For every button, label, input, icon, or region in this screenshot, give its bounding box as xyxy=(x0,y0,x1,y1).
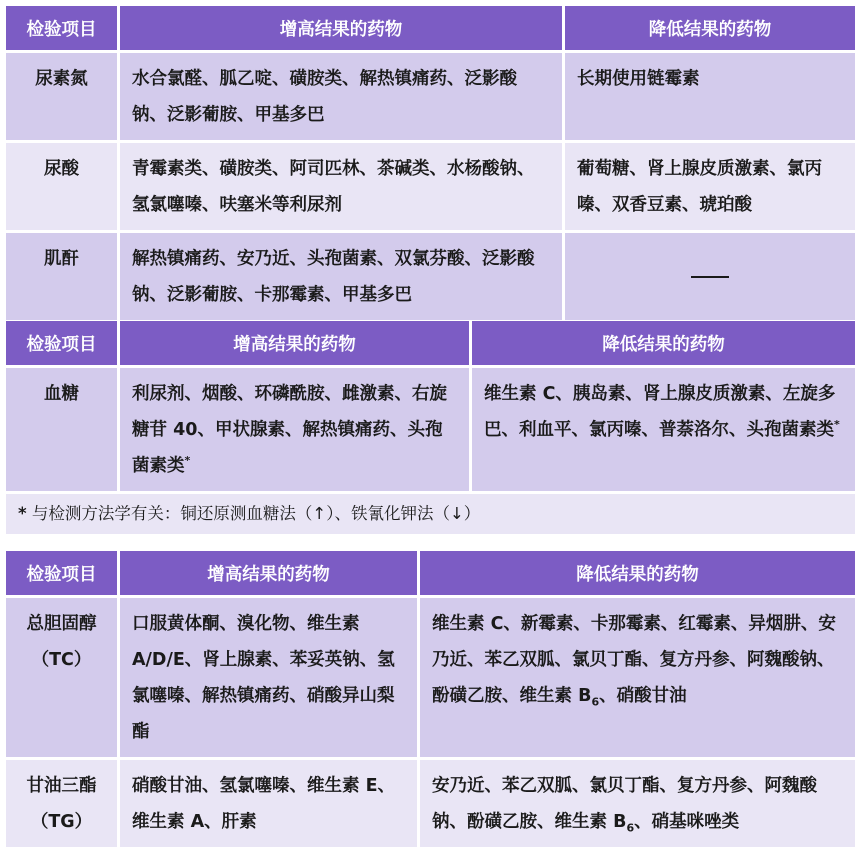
table-row xyxy=(6,233,855,320)
item-abbr: （TG） xyxy=(30,812,93,832)
note-row xyxy=(6,494,855,534)
increase-text: 利尿剂、烟酸、环磷酰胺、雌激素、右旋糖苷 40、甲状腺素、解热镇痛药、头孢菌素类 xyxy=(132,384,447,476)
item-name: 总胆固醇 xyxy=(26,614,97,634)
header-decrease: 降低结果的药物 xyxy=(565,6,855,50)
table-lipids xyxy=(3,548,858,850)
header-increase: 增高结果的药物 xyxy=(120,6,562,50)
footnote-mark: * xyxy=(184,454,191,468)
row-increase: 解热镇痛药、安乃近、头孢菌素、双氯芬酸、泛影酸钠、泛影葡胺、卡那霉素、甲基多巴 xyxy=(120,233,562,320)
table-row xyxy=(6,143,855,230)
row-item: 肌酐 xyxy=(6,233,117,320)
item-abbr: （TC） xyxy=(31,650,92,670)
row-item xyxy=(6,598,117,757)
subscript: 6 xyxy=(591,695,600,709)
footnote xyxy=(6,494,855,534)
header-item: 检验项目 xyxy=(6,6,117,50)
row-increase: 青霉素类、磺胺类、阿司匹林、茶碱类、水杨酸钠、氢氯噻嗪、呋塞米等利尿剂 xyxy=(120,143,562,230)
row-item: 尿酸 xyxy=(6,143,117,230)
row-item: 血糖 xyxy=(6,368,117,491)
header-increase: 增高结果的药物 xyxy=(120,321,469,365)
table-renal xyxy=(3,3,858,323)
row-item xyxy=(6,760,117,847)
footnote-mark: * xyxy=(834,418,840,432)
row-decrease: 葡萄糖、肾上腺皮质激素、氯丙嗪、双香豆素、琥珀酸 xyxy=(565,143,855,230)
table-row xyxy=(6,368,855,491)
header-row xyxy=(6,6,855,50)
row-decrease xyxy=(472,368,855,491)
header-increase: 增高结果的药物 xyxy=(120,551,417,595)
footnote-star: * xyxy=(18,504,27,523)
row-decrease xyxy=(420,598,855,757)
row-item: 尿素氮 xyxy=(6,53,117,140)
table-glucose xyxy=(3,318,858,537)
table-row xyxy=(6,760,855,847)
table-row xyxy=(6,53,855,140)
footnote-text: 与检测方法学有关：铜还原测血糖法（↑）、铁氰化钾法（↓） xyxy=(26,504,481,523)
row-decrease-empty xyxy=(565,233,855,320)
item-name: 甘油三酯 xyxy=(26,776,97,796)
row-decrease: 长期使用链霉素 xyxy=(565,53,855,140)
decrease-text: 维生素 C、胰岛素、肾上腺皮质激素、左旋多巴、利血平、氯丙嗪、普萘洛尔、头孢菌素类 xyxy=(484,384,836,440)
table-row xyxy=(6,598,855,757)
subscript: 6 xyxy=(626,821,635,835)
header-row xyxy=(6,551,855,595)
row-increase: 硝酸甘油、氢氯噻嗪、维生素 E、维生素 A、肝素 xyxy=(120,760,417,847)
decrease-text: 维生素 C、新霉素、卡那霉素、红霉素、异烟肼、安乃近、苯乙双胍、氯贝丁酯、复方丹参、阿魏酸钠、酚磺乙胺、维生素 B xyxy=(432,614,836,706)
header-row xyxy=(6,321,855,365)
decrease-text: 安乃近、苯乙双胍、氯贝丁酯、复方丹参、阿魏酸钠、酚磺乙胺、维生素 B xyxy=(432,776,817,832)
decrease-text-tail: 、硝基咪唑类 xyxy=(634,812,740,832)
header-decrease: 降低结果的药物 xyxy=(472,321,855,365)
header-decrease: 降低结果的药物 xyxy=(420,551,855,595)
row-increase: 水合氯醛、胍乙啶、磺胺类、解热镇痛药、泛影酸钠、泛影葡胺、甲基多巴 xyxy=(120,53,562,140)
row-increase xyxy=(120,368,469,491)
dash-mark xyxy=(691,276,729,278)
header-item: 检验项目 xyxy=(6,321,117,365)
decrease-text-tail: 、硝酸甘油 xyxy=(599,686,687,706)
row-increase: 口服黄体酮、溴化物、维生素 A/D/E、肾上腺素、苯妥英钠、氢氯噻嗪、解热镇痛药、硝酸异山梨酯 xyxy=(120,598,417,757)
header-item: 检验项目 xyxy=(6,551,117,595)
row-decrease xyxy=(420,760,855,847)
